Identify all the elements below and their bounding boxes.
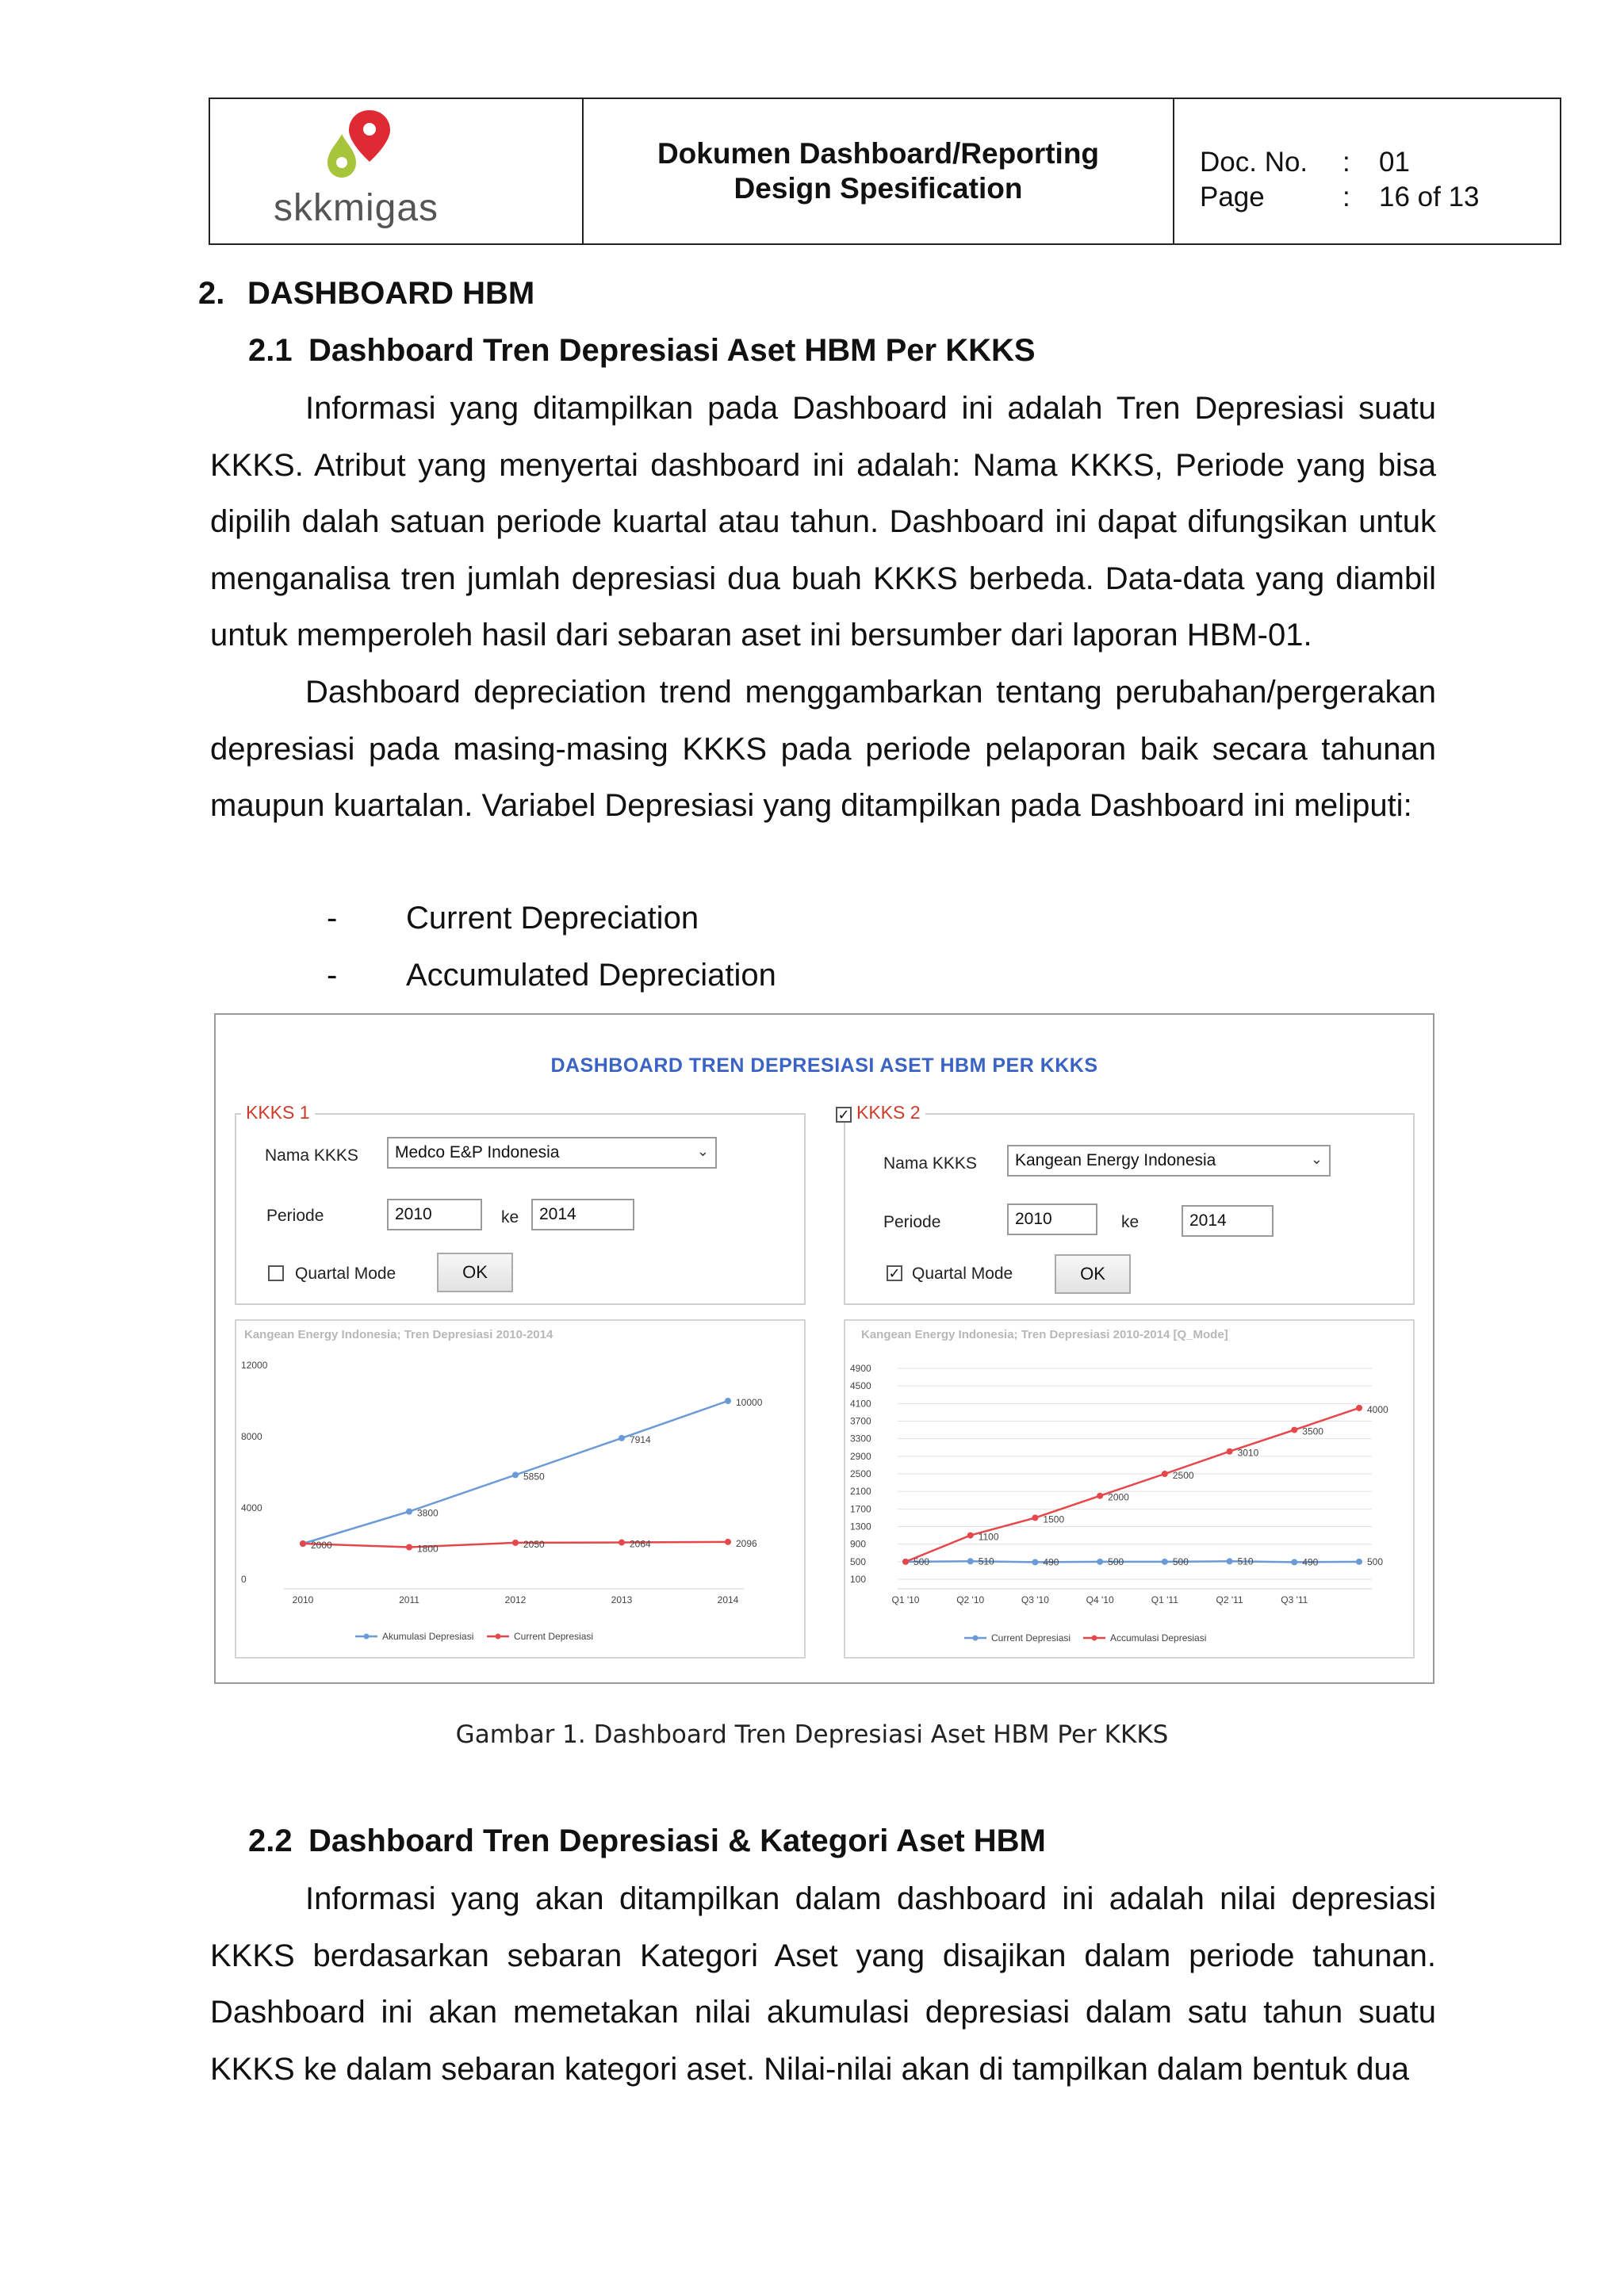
kkks2-to-value: 2014 — [1189, 1211, 1227, 1230]
doc-no-value: 01 — [1379, 147, 1410, 178]
bullet-marker: - — [327, 957, 338, 993]
document-title-line2: Design Spesification — [733, 172, 1023, 205]
y-tick-label: 12000 — [241, 1360, 268, 1371]
data-label: 3500 — [1302, 1425, 1323, 1437]
data-point — [619, 1435, 625, 1441]
data-point — [1032, 1559, 1038, 1565]
data-label: 2050 — [523, 1538, 545, 1550]
series-line — [906, 1408, 1359, 1562]
chart-kkks1 — [235, 1319, 806, 1659]
nama-kkks-label: Nama KKKS — [265, 1146, 358, 1165]
x-tick-label: Q1 '11 — [1151, 1594, 1178, 1605]
data-point — [406, 1544, 412, 1551]
kkks2-panel — [837, 1102, 1415, 1305]
y-tick-label: 4900 — [850, 1363, 871, 1374]
page-row — [1200, 180, 1560, 215]
kkks1-ok-button[interactable]: OK — [437, 1253, 513, 1292]
data-point — [1227, 1558, 1233, 1564]
subsection-number: 2.1 — [248, 333, 293, 368]
data-point — [619, 1540, 625, 1546]
paragraph-text: Informasi yang akan ditampilkan dalam dashboard ini adalah nilai depresiasi KKKS berdasarkan sebaran Kategori Aset yang disajikan dalam periode tahunan. Dashboard ini akan memetakan nilai akumulasi depresiasi dalam satu tahun suatu KKKS ke dalam sebaran kategori aset. Nilai-nilai akan di tampilkan dalam bentuk dua — [210, 1881, 1436, 2087]
chevron-down-icon: ⌄ — [696, 1143, 709, 1159]
data-point — [1356, 1405, 1362, 1411]
data-label: 2000 — [311, 1540, 332, 1551]
x-tick-label: Q3 '10 — [1021, 1594, 1049, 1605]
data-point — [1227, 1448, 1233, 1455]
data-label: 1500 — [1043, 1513, 1065, 1525]
paragraph-text: Informasi yang ditampilkan pada Dashboard ini adalah Tren Depresiasi suatu KKKS. Atribut yang menyertai dashboard ini adalah: Nama KKKS, Periode yang bisa dipilih dalah satuan periode kuartal atau tahun. Dashboard ini dapat difungsikan untuk menganalisa tren jumlah depresiasi dua buah KKKS berbeda. Data-data yang diambil untuk memperoleh hasil dari sebaran aset ini bersumber dari laporan HBM-01. — [210, 391, 1436, 652]
data-label: 500 — [914, 1556, 930, 1567]
legend-marker — [364, 1634, 370, 1640]
data-label: 3800 — [417, 1507, 439, 1519]
data-point — [902, 1559, 909, 1565]
doc-no-label: Doc. No. — [1200, 147, 1308, 178]
x-tick-label: Q4 '10 — [1086, 1594, 1114, 1605]
data-point — [406, 1509, 412, 1515]
kkks2-periode-to-input[interactable] — [1182, 1205, 1274, 1237]
x-tick-label: 2012 — [504, 1594, 527, 1605]
section-title: DASHBOARD HBM — [247, 276, 535, 311]
dashboard-title: DASHBOARD TREN DEPRESIASI ASET HBM PER KKKS — [550, 1054, 1098, 1077]
subsection-title: Dashboard Tren Depresiasi Aset HBM Per KKKS — [308, 333, 1036, 368]
list-item — [327, 890, 776, 947]
data-point — [725, 1398, 731, 1404]
legend-marker — [973, 1636, 979, 1641]
kkks1-nama-select[interactable] — [387, 1137, 717, 1169]
data-label: 500 — [1108, 1556, 1124, 1567]
subsection-heading-2-2 — [248, 1823, 1046, 1859]
quartal-mode-label: Quartal Mode — [912, 1265, 1013, 1283]
y-tick-label: 4000 — [241, 1502, 262, 1513]
data-point — [1291, 1427, 1297, 1433]
subsection-heading-2-1 — [248, 333, 1036, 369]
data-point — [512, 1540, 519, 1546]
data-point — [725, 1539, 731, 1545]
chart-title: Kangean Energy Indonesia; Tren Depresiasi 2010-2014 — [244, 1328, 553, 1341]
chart-kkks2-svg — [845, 1321, 1413, 1657]
legend-label: Accumulasi Depresiasi — [1110, 1632, 1207, 1644]
data-label: 510 — [978, 1556, 994, 1567]
legend-label: Current Depresiasi — [991, 1632, 1071, 1644]
periode-label: Periode — [266, 1207, 324, 1225]
y-tick-label: 0 — [241, 1574, 247, 1585]
data-point — [1097, 1493, 1103, 1499]
y-tick-label: 8000 — [241, 1431, 262, 1442]
doc-no-row — [1200, 145, 1560, 180]
y-tick-label: 1300 — [850, 1521, 871, 1533]
periode-label: Periode — [883, 1213, 941, 1231]
y-tick-label: 100 — [850, 1574, 867, 1585]
nama-kkks-label: Nama KKKS — [883, 1154, 977, 1173]
data-point — [967, 1533, 974, 1539]
legend-label: Current Depresiasi — [514, 1631, 594, 1642]
data-label: 490 — [1302, 1556, 1319, 1568]
data-label: 4000 — [1367, 1403, 1388, 1415]
data-point — [300, 1540, 306, 1547]
kkks1-legend: KKKS 1 — [241, 1102, 315, 1123]
dashboard-figure — [214, 1013, 1434, 1684]
chart-title: Kangean Energy Indonesia; Tren Depresiasi 2010-2014 [Q_Mode] — [861, 1328, 1228, 1341]
data-point — [967, 1558, 974, 1564]
y-tick-label: 2500 — [850, 1468, 871, 1479]
kkks1-to-value: 2014 — [539, 1205, 576, 1223]
document-meta-cell — [1174, 99, 1560, 243]
data-label: 5850 — [523, 1471, 545, 1483]
y-tick-label: 1700 — [850, 1503, 871, 1515]
ke-label: ke — [501, 1208, 519, 1226]
kkks1-from-value: 2010 — [395, 1205, 432, 1223]
kkks1-panel — [235, 1102, 806, 1305]
data-label: 3010 — [1237, 1447, 1259, 1459]
data-point — [1032, 1514, 1038, 1521]
data-label: 2096 — [736, 1537, 757, 1549]
x-tick-label: Q2 '10 — [956, 1594, 985, 1605]
kkks2-nama-select[interactable] — [1007, 1145, 1331, 1177]
kkks2-enable-checkbox[interactable] — [836, 1107, 852, 1123]
data-point — [1162, 1471, 1168, 1477]
legend-marker — [1092, 1636, 1097, 1641]
kkks1-periode-to-input[interactable] — [531, 1199, 634, 1230]
y-tick-label: 3700 — [850, 1415, 871, 1427]
document-title-line1: Dokumen Dashboard/Reporting — [657, 137, 1100, 170]
x-tick-label: 2011 — [399, 1594, 419, 1605]
section-heading — [198, 276, 534, 312]
logo-wordmark: skkmigas — [274, 187, 439, 229]
chevron-down-icon: ⌄ — [1310, 1151, 1323, 1167]
page-separator: : — [1342, 182, 1350, 212]
paragraph-2-1-b — [210, 664, 1436, 835]
page-label: Page — [1200, 182, 1265, 212]
kkks2-nama-value: Kangean Energy Indonesia — [1015, 1151, 1216, 1169]
data-point — [1097, 1559, 1103, 1565]
kkks2-quartal-checkbox[interactable] — [887, 1265, 902, 1281]
kkks2-ok-button[interactable]: OK — [1055, 1254, 1131, 1294]
x-tick-label: 2013 — [611, 1594, 633, 1605]
kkks2-legend: KKKS 2 — [852, 1102, 925, 1123]
chart-kkks2 — [844, 1319, 1415, 1659]
data-label: 7914 — [630, 1433, 651, 1445]
y-tick-label: 4100 — [850, 1398, 871, 1410]
data-label: 2064 — [630, 1538, 651, 1550]
data-point — [1162, 1559, 1168, 1565]
bullet-marker: - — [327, 901, 338, 936]
kkks2-periode-from-input[interactable] — [1007, 1203, 1097, 1235]
x-tick-label: 2010 — [292, 1594, 314, 1605]
data-label: 500 — [1172, 1556, 1189, 1567]
data-label: 2000 — [1108, 1491, 1129, 1503]
list-item — [327, 947, 776, 1004]
subsection-title: Dashboard Tren Depresiasi & Kategori Aset HBM — [308, 1823, 1046, 1858]
quartal-mode-label: Quartal Mode — [295, 1265, 396, 1283]
x-tick-label: 2014 — [717, 1594, 739, 1605]
ke-label: ke — [1121, 1213, 1139, 1231]
paragraph-2-1-a — [210, 381, 1436, 664]
series-line — [906, 1561, 1359, 1562]
page-value: 16 of 13 — [1379, 182, 1480, 212]
subsection-number: 2.2 — [248, 1823, 293, 1858]
data-point — [512, 1471, 519, 1478]
bullet-text: Accumulated Depreciation — [406, 957, 776, 993]
document-title-cell — [584, 99, 1174, 243]
bullet-text: Current Depreciation — [406, 901, 699, 936]
document-header — [209, 98, 1561, 245]
section-number: 2. — [198, 276, 225, 311]
data-point — [1356, 1559, 1362, 1565]
kkks1-quartal-checkbox[interactable] — [268, 1265, 284, 1281]
logo-cell — [210, 99, 584, 243]
data-label: 10000 — [736, 1397, 763, 1408]
data-label: 2500 — [1172, 1470, 1194, 1481]
kkks1-periode-from-input[interactable] — [387, 1199, 482, 1230]
y-tick-label: 2100 — [850, 1486, 871, 1498]
check-icon: ✓ — [837, 1107, 850, 1123]
y-tick-label: 2900 — [850, 1450, 871, 1462]
kkks2-from-value: 2010 — [1015, 1210, 1052, 1228]
legend-label: Akumulasi Depresiasi — [382, 1631, 474, 1642]
y-tick-label: 900 — [850, 1538, 867, 1550]
paragraph-2-2-a — [210, 1871, 1436, 2098]
paragraph-text: Dashboard depreciation trend menggambarkan tentang perubahan/pergerakan depresiasi pada masing-masing KKKS pada periode pelaporan baik secara tahunan maupun kuartalan. Variabel Depresiasi yang ditampilkan pada Dashboard ini meliputi: — [210, 675, 1436, 823]
y-tick-label: 4500 — [850, 1380, 871, 1392]
x-tick-label: Q2 '11 — [1216, 1594, 1243, 1605]
check-icon: ✓ — [888, 1265, 901, 1281]
y-tick-label: 3300 — [850, 1433, 871, 1445]
data-label: 490 — [1043, 1556, 1059, 1568]
data-point — [1291, 1559, 1297, 1565]
data-label: 1800 — [417, 1543, 439, 1555]
chart-kkks1-svg — [236, 1321, 804, 1657]
figure-caption: Gambar 1. Dashboard Tren Depresiasi Aset HBM Per KKKS — [455, 1720, 1169, 1749]
data-label: 500 — [1367, 1556, 1384, 1567]
kkks1-nama-value: Medco E&P Indonesia — [395, 1143, 560, 1161]
y-tick-label: 500 — [850, 1556, 867, 1567]
data-label: 1100 — [978, 1531, 999, 1543]
data-label: 510 — [1237, 1556, 1254, 1567]
doc-no-separator: : — [1342, 147, 1350, 178]
legend-marker — [496, 1634, 501, 1640]
bullet-list — [327, 890, 776, 1004]
x-tick-label: Q3 '11 — [1281, 1594, 1308, 1605]
x-tick-label: Q1 '10 — [891, 1594, 920, 1605]
